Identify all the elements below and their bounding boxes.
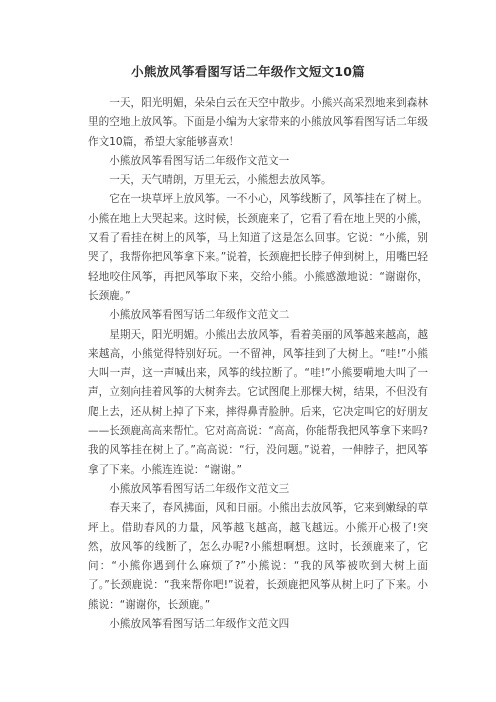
body-paragraph: 一天，天气晴朗，万里无云，小熊想去放风筝。 xyxy=(109,174,332,187)
body-paragraph: 春天来了，春风拂面，风和日丽。小熊出去放风筝，它来到嫩绿的草坪上。借助春风的力量，风筝越飞越高，越飞越远。小熊开心极了!突然，放风筝的线断了，怎么办呢?小熊想啊想。这时，长颈鹿来了，它问：“小熊你遇到什么麻烦了?”小熊说：“我的风筝被吹到大树上面了。”长颈鹿说：“我来帮你吧!”说着，长颈鹿把风筝从树上叼了下来。小熊说：“谢谢你，长颈鹿。” xyxy=(88,502,428,611)
section-heading-1: 小熊放风筝看图写话二年级作文范文一 xyxy=(109,154,290,167)
document-body xyxy=(88,94,428,634)
section-heading-3: 小熊放风筝看图写话二年级作文范文三 xyxy=(109,482,290,495)
intro-paragraph: 一天，阳光明媚，朵朵白云在天空中散步。小熊兴高采烈地来到森林里的空地上放风筝。下面是小编为大家带来的小熊放风筝看图写话二年级作文10篇，希望大家能够喜欢！ xyxy=(88,97,428,148)
section-heading-4: 小熊放风筝看图写话二年级作文范文四 xyxy=(109,618,290,631)
section-heading-2: 小熊放风筝看图写话二年级作文范文二 xyxy=(109,309,290,322)
body-paragraph: 它在一块草坪上放风筝。一不小心，风筝线断了，风筝挂在了树上。小熊在地上大哭起来。这时候，长颈鹿来了，它看了看在地上哭的小熊，又看了看挂在树上的风筝，马上知道了这是怎么回事。它说：“小熊，别哭了，我帮你把风筝拿下来。”说着，长颈鹿把长脖子伸到树上，用嘴巴轻轻地咬住风筝，再把风筝取下来，交给小熊。小熊感激地说：“谢谢你，长颈鹿。” xyxy=(88,193,428,302)
body-paragraph: 星期天，阳光明媚。小熊出去放风筝，看着美丽的风筝越来越高，越来越高，小熊觉得特别好玩。一不留神，风筝挂到了大树上。“哇!”小熊大叫一声，这一声喊出来，风筝的线拉断了。“哇!”小熊要嗬地大叫了一声，立刻向挂着风筝的大树奔去。它试图爬上那棵大树，结果，不但没有爬上去，还从树上掉了下来，摔得鼻青脸肿。后来，它决定叫它的好朋友——长颈鹿高高来帮忙。它对高高说：“高高，你能帮我把风筝拿下来吗?我的风筝挂在树上了。”高高说：“行，没问题。”说着，一伸脖子，把风筝拿了下来。小熊连连说：“谢谢。” xyxy=(88,328,428,476)
document-title: 小熊放风筝看图写话二年级作文短文10篇 xyxy=(131,64,365,79)
